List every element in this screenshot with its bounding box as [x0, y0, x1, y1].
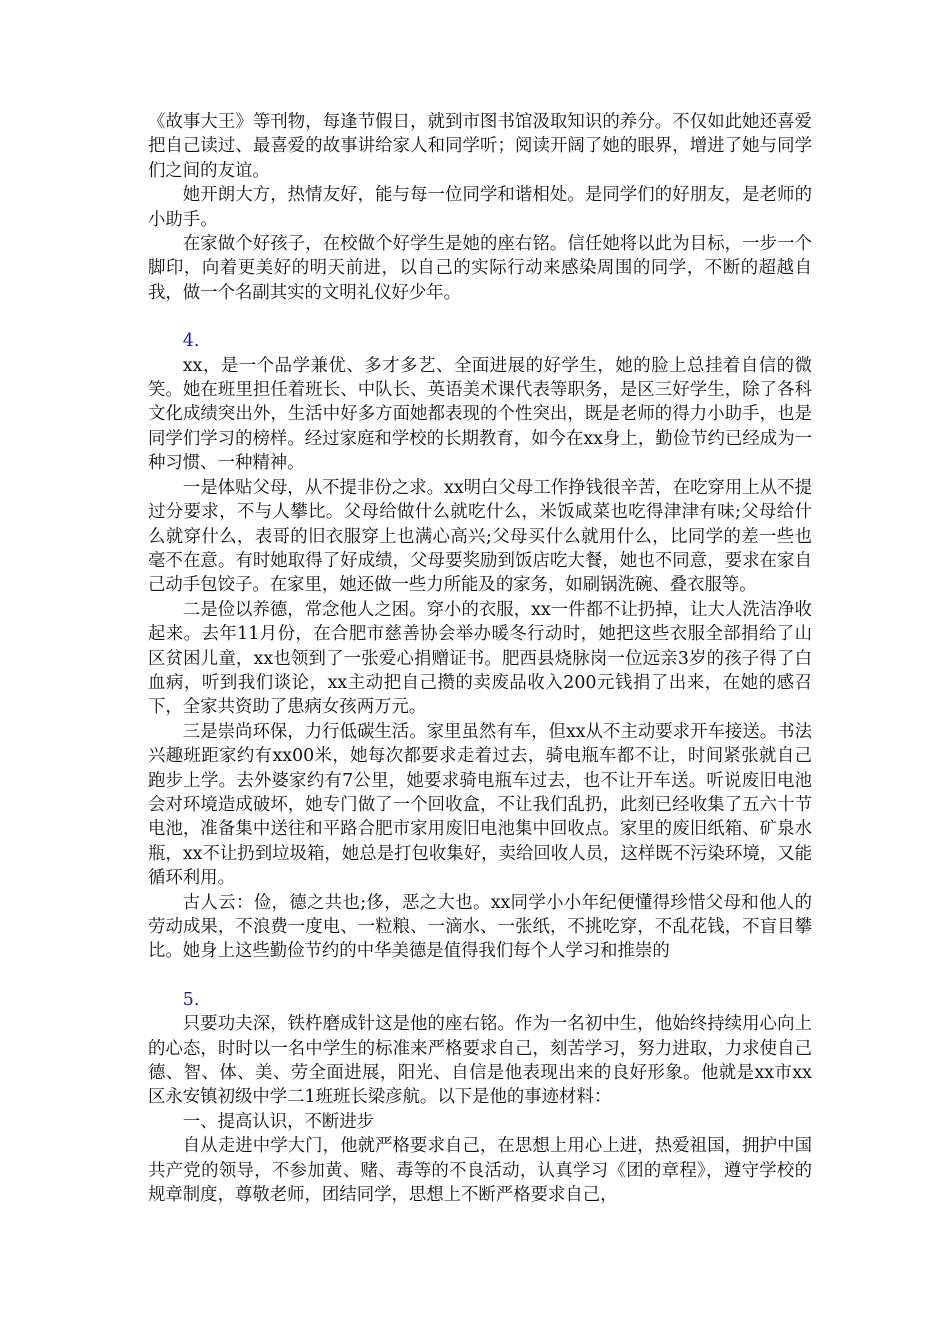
paragraph: 自从走进中学大门，他就严格要求自己，在思想上用心上进，热爱祖国，拥护中国共产党的领导，不参加黄、赌、毒等的不良活动，认真学习《团的章程》，遵守学校的规章制度，尊敬老师，团结同学，思想上不断严格要求自己， — [148, 1136, 812, 1206]
paragraph: 古人云：俭，德之共也;侈，恶之大也。xx同学小小年纪便懂得珍惜父母和他人的劳动成果，不浪费一度电、一粒粮、一滴水、一张纸，不挑吃穿，不乱花钱，不盲目攀比。她身上这些勤俭节约的中华美德是值得我们每个人学习和推崇的 — [148, 892, 812, 962]
section-number: 5. — [182, 989, 200, 1010]
paragraph: 《故事大王》等刊物，每逢节假日，就到市图书馆汲取知识的养分。不仅如此她还喜爱把自己读过、最喜爱的故事讲给家人和同学听；阅读开阔了她的眼界，增进了她与同学们之间的友谊。 — [148, 112, 812, 181]
paragraph: 只要功夫深，铁杵磨成针这是他的座右铭。作为一名初中生，他始终持续用心向上的心态，时时以一名中学生的标准来严格要求自己，刻苦学习，努力进取，力求使自己德、智、体、美、劳全面进展，阳光、自信是他表现出来的良好形象。他就是xx市xx区永安镇初级中学二1班班长梁彦航。以下是他的事迹材料： — [148, 1014, 812, 1108]
spacer — [148, 305, 812, 329]
paragraph: xx，是一个品学兼优、多才多艺、全面进展的好学生，她的脸上总挂着自信的微笑。她在班里担任着班长、中队长、英语美术课代表等职务，是区三好学生，除了各科文化成绩突出外，生活中好多方面她都表现的个性突出，既是老师的得力小助手，也是同学们学习的榜样。经过家庭和学校的长期教育，如今在xx身上，勤俭节约已经成为一种习惯、一种精神。 — [148, 355, 812, 474]
paragraph: 她开朗大方，热情友好，能与每一位同学和谐相处。是同学们的好朋友，是老师的小助手。 — [148, 185, 812, 230]
section-heading: 一、提高认识，不断进步 — [182, 1111, 375, 1132]
paragraph: 在家做个好孩子，在校做个好学生是她的座右铭。信任她将以此为目标，一步一个脚印，向着更美好的明天前进，以自己的实际行动来感染周围的同学，不断的超越自我，做一个名副其实的文明礼仪好少年。 — [148, 234, 812, 303]
section-number: 4. — [182, 331, 200, 352]
paragraph: 二是俭以养德，常念他人之困。穿小的衣服，xx一件都不让扔掉，让大人洗洁净收起来。去年11月份，在合肥市慈善协会举办暖冬行动时，她把这些衣服全部捐给了山区贫困儿童，xx也领到了一张爱心捐赠证书。肥西县烧脉岗一位远亲3岁的孩子得了白血病，听到我们谈论，xx主动把自己攒的卖废品收入200元钱捐了出来，在她的感召下，全家共资助了患病女孩两万元。 — [148, 599, 812, 718]
paragraph: 一是体贴父母，从不提非份之求。xx明白父母工作挣钱很辛苦，在吃穿用上从不提过分要求，不与人攀比。父母给做什么就吃什么，米饭咸菜也吃得津津有味;父母给什么就穿什么，表哥的旧衣服穿上也满心高兴;父母买什么就用什么，比同学的差一些也毫不在意。有时她取得了好成绩，父母要奖励到饭店吃大餐，她也不同意，要求在家自己动手包饺子。在家里，她还做一些力所能及的家务，如刷锅洗碗、叠衣服等。 — [148, 477, 812, 596]
paragraph: 三是崇尚环保，力行低碳生活。家里虽然有车，但xx从不主动要求开车接送。书法兴趣班距家约有xx00米，她每次都要求走着过去，骑电瓶车都不让，时间紧张就自己跑步上学。去外婆家约有7公里，她要求骑电瓶车过去，也不让开车送。听说废旧电池会对环境造成破坏，她专门做了一个回收盒，不让我们乱扔，此刻已经收集了五六十节电池，准备集中送往和平路合肥市家用废旧电池集中回收点。家里的废旧纸箱、矿泉水瓶，xx不让扔到垃圾箱，她总是打包收集好，卖给回收人员，这样既不污染环境，又能循环利用。 — [148, 721, 812, 889]
spacer — [148, 964, 812, 988]
document-body — [148, 110, 812, 1207]
